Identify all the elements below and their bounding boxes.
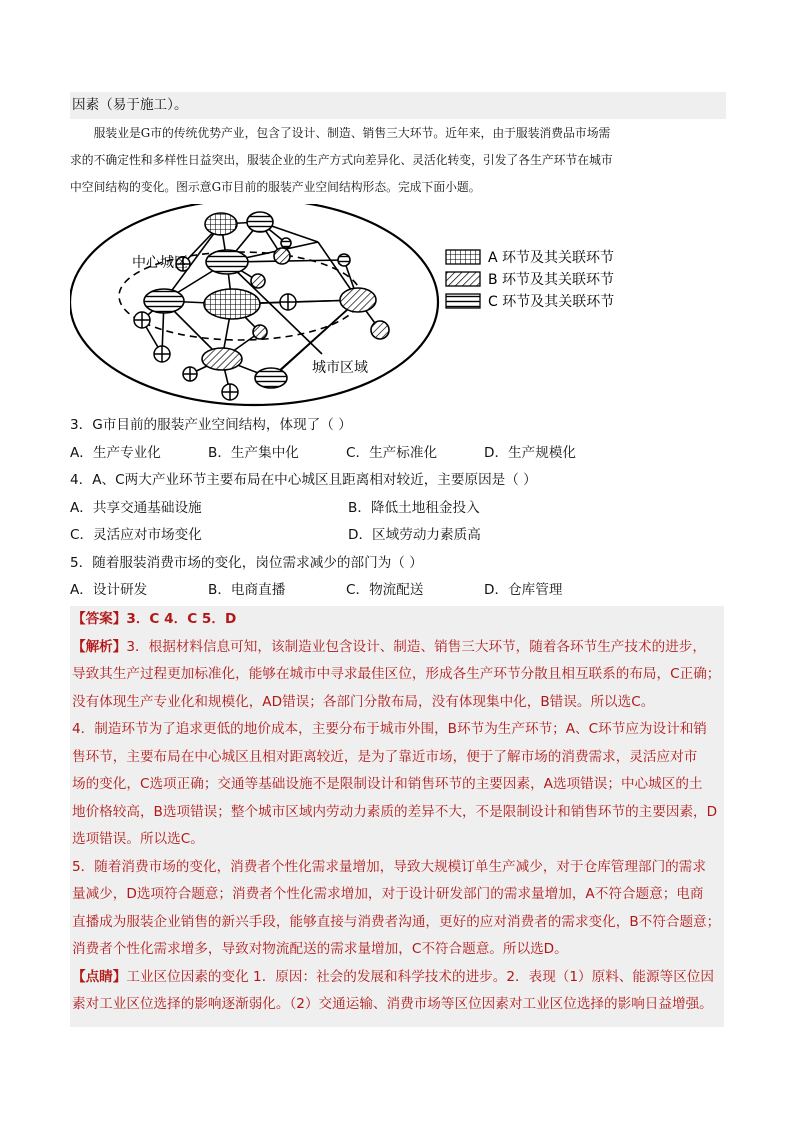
node-b-small [371,321,389,339]
material-line: 求的不确定性和多样性日益突出，服装企业的生产方式向差异化、灵活化转变，引发了各生产环节在城市 [70,153,613,167]
option: A．设计研发 [70,582,148,598]
questions [70,412,724,605]
material-line: 服装业是G市的传统优势产业，包含了设计、制造、销售三大环节。近年来，由于服装消费品市场需 [93,126,611,140]
analysis-line: 直播成为服装企业销售的新兴手段，能够直接与消费者沟通，更好的应对消费者的需求变化，B不符合题意； [72,913,721,930]
legend-label: A 环节及其关联环节 [488,250,615,266]
node-a-small [222,384,238,400]
legend-swatch-grid [446,250,480,264]
analysis-line: 量减少，D选项符合题意；消费者个性化需求增加，对于设计研发部门的需求量增加，A不符合题意；电商 [72,886,704,902]
intro-tail: 因素（易于施工）。 [70,92,726,119]
question-options [70,495,724,523]
answer-tag: 【答案】 [72,611,127,627]
legend-label: B 环节及其关联环节 [488,272,615,288]
node-a-small [154,346,170,362]
material-paragraph [70,120,724,201]
analysis-line: 5．随着消费市场的变化，消费者个性化需求量增加，导致大规模订单生产减少，对于仓库管理部门的需求 [72,858,706,875]
option: C．灵活应对市场变化 [70,527,202,543]
analysis-tag: 【解析】 [72,638,127,655]
node-b-small [274,248,290,264]
node-c-small [281,238,291,248]
option: A．共享交通基础设施 [70,499,202,516]
node-b-small [253,325,267,339]
question-options [70,522,724,550]
node-a-small [183,367,197,381]
node-c-small [338,254,350,266]
node-c [144,289,184,313]
option: D．区域劳动力素质高 [348,527,481,543]
option: B．降低土地租金投入 [348,499,480,516]
node-c-large [206,250,248,274]
node-a-small [280,294,296,310]
option: B．电商直播 [208,582,286,598]
node-a-small [134,312,150,328]
legend-swatch-diagonal [446,272,480,286]
analysis-line: 选项错误。所以选C。 [72,831,204,847]
option: D．生产规模化 [484,444,577,461]
central-district-label: 中心城区 [132,255,188,271]
legend [446,250,480,308]
question-options [70,440,724,468]
analysis-line: 场的变化，C选项正确；交通等基础设施不是限制设计和销售环节的主要因素，A选项错误；中心城区的土 [72,776,703,792]
comment-line: 【点睛】工业区位因素的变化 1．原因：社会的发展和科学技术的进步。2．表现（1）原料、能源等区位因 [72,968,714,985]
question-stem: 3．G市目前的服装产业空间结构，体现了（ ） [70,417,352,433]
node-c [247,212,273,232]
node-b [202,348,242,370]
question-options [70,577,724,605]
option: A．生产专业化 [70,444,161,461]
comment-line: 素对工业区位选择的影响逐渐弱化。（2）交通运输、消费市场等区位因素对工业区位选择的影响日益增强。 [72,996,713,1012]
analysis-line: 地价格较高，B选项错误；整个城市区域内劳动力素质的差异不大，不是限制设计和销售环节的主要因素，D [72,803,718,820]
material-line: 中空间结构的变化。图示意G市目前的服装产业空间结构形态。完成下面小题。 [70,180,481,194]
analysis-line: 消费者个性化需求增多，导致对物流配送的需求量增加，C不符合题意。所以选D。 [72,941,568,957]
node-c [255,368,287,388]
analysis-line: 没有体现生产专业化和规模化，AD错误；各部门分散布局，没有体现集中化，B错误。所以选C。 [72,693,655,710]
option: B．生产集中化 [208,444,299,461]
legend-swatch-horizontal [446,294,480,308]
node-a [205,213,237,235]
question-stem: 4．A、C两大产业环节主要布局在中心城区且距离相对较近，主要原因是（ ） [70,472,537,488]
analysis-line: 【解析】3．根据材料信息可知，该制造业包含设计、制造、销售三大环节，随着各环节生产技术的进步， [72,638,706,655]
option: C．物流配送 [346,582,424,598]
option: C．生产标准化 [346,444,438,461]
option: D．仓库管理 [484,582,563,598]
answer-line [70,606,724,634]
analysis-line: 导致其生产过程更加标准化，能够在城市中寻求最佳区位，形成各生产环节分散且相互联系的布局，C正确； [72,666,721,682]
analysis-line: 售环节，主要布局在中心城区且相对距离较近，是为了靠近市场，便于了解市场的消费需求，灵活应对市 [72,748,698,765]
city-region-label: 城市区域 [312,360,368,376]
node-a-large [204,289,260,319]
question-stem: 5．随着服装消费市场的变化，岗位需求减少的部门为（ ） [70,554,423,571]
answer-text: 3．C 4．C 5．D [126,611,237,627]
node-b [340,288,376,312]
node-b-small [251,274,265,288]
industry-spatial-structure-diagram [70,204,670,414]
analysis-line: 4．制造环节为了追求更低的地价成本，主要分布于城市外围，B环节为生产环节；A、C环节应为设计和销 [72,721,707,737]
comment-tag: 【点睛】 [72,968,127,985]
legend-label: C 环节及其关联环节 [488,294,615,310]
answer-explanation [70,606,724,1027]
